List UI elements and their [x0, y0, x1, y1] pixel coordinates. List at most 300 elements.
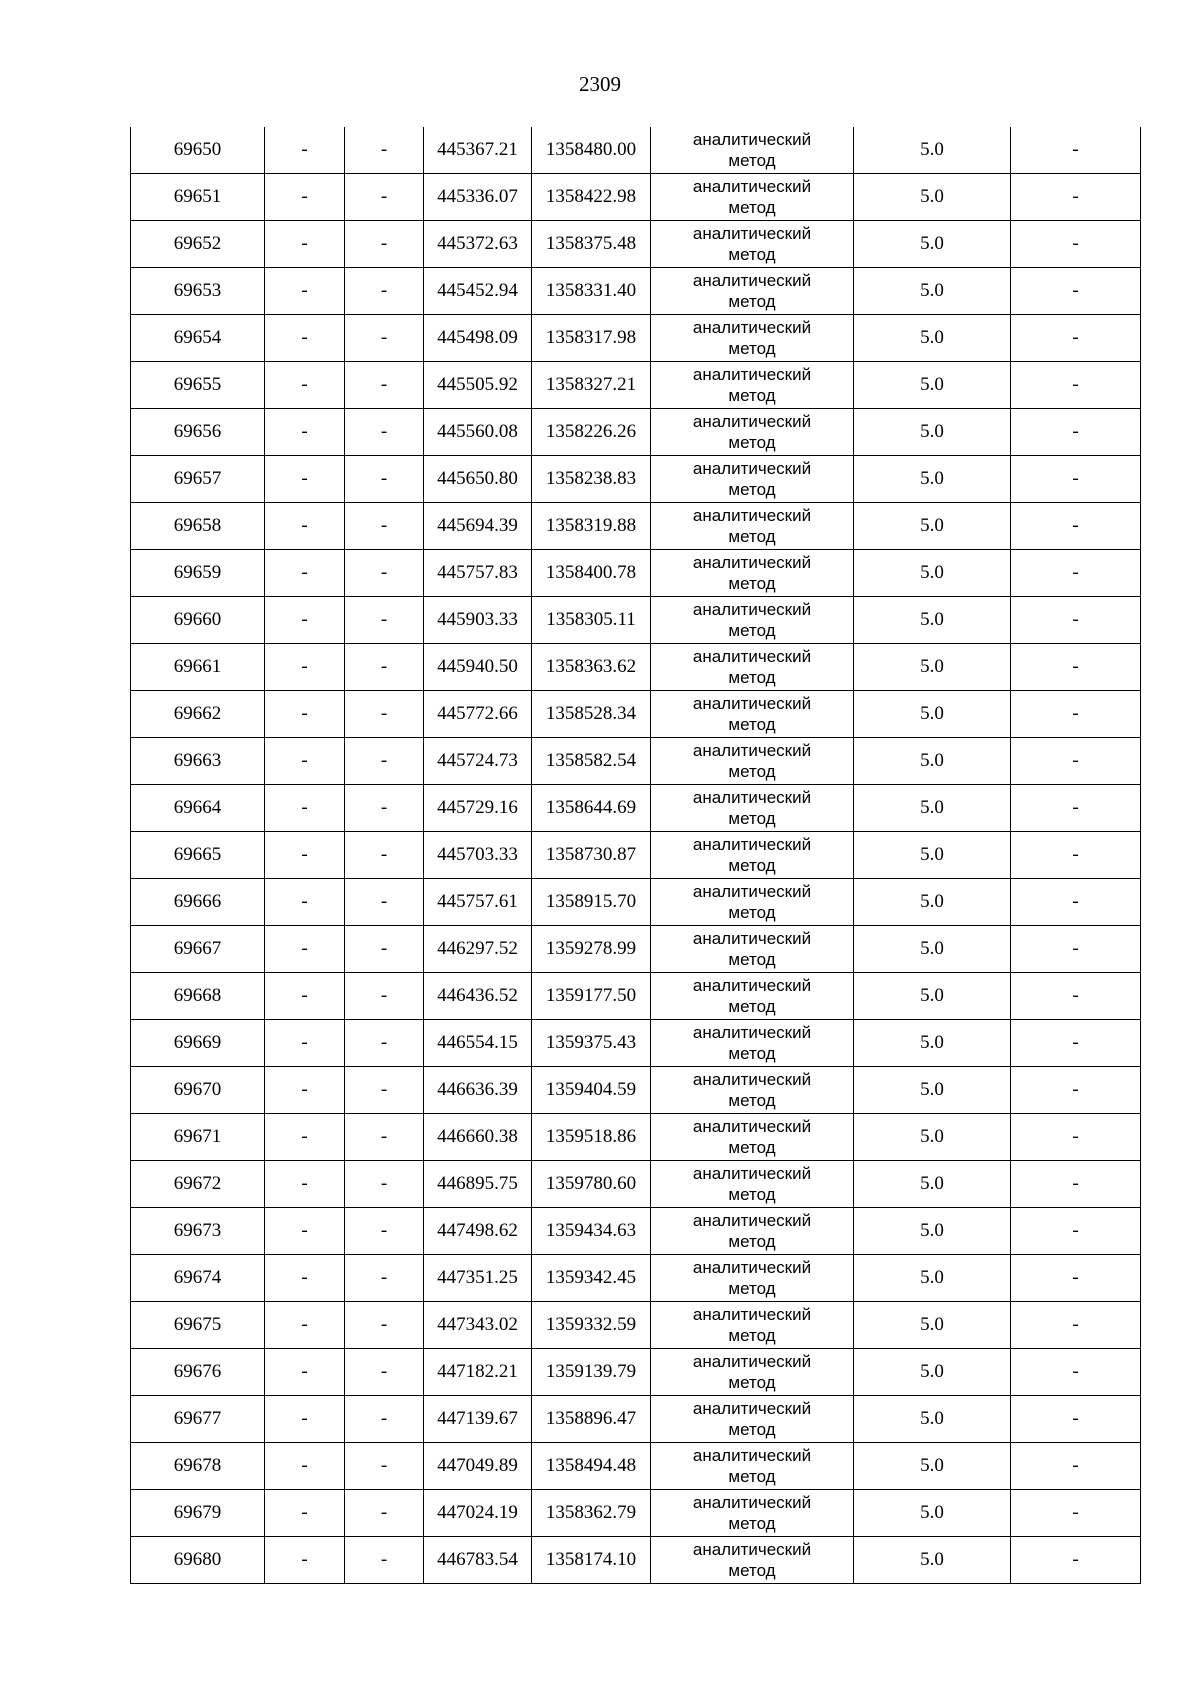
empty-value-cell: -	[265, 1208, 345, 1255]
x-coordinate-cell: 445560.08	[424, 409, 532, 456]
method-line-1: аналитический	[692, 1305, 812, 1324]
method-cell	[651, 268, 854, 315]
method-line-2: метод	[728, 574, 776, 593]
empty-value-cell: -	[265, 362, 345, 409]
method-line-2: метод	[728, 997, 776, 1016]
method-line-1: аналитический	[692, 459, 812, 478]
empty-value-cell: -	[345, 738, 424, 785]
empty-value-cell: -	[1011, 1443, 1141, 1490]
accuracy-cell: 5.0	[854, 879, 1011, 926]
accuracy-cell: 5.0	[854, 644, 1011, 691]
method-line-1: аналитический	[692, 929, 812, 948]
y-coordinate-cell: 1358494.48	[532, 1443, 651, 1490]
x-coordinate-cell: 446554.15	[424, 1020, 532, 1067]
table-row	[131, 691, 1141, 738]
empty-value-cell: -	[1011, 1161, 1141, 1208]
point-number-cell: 69664	[131, 785, 265, 832]
table-row	[131, 362, 1141, 409]
method-cell	[651, 1114, 854, 1161]
y-coordinate-cell: 1359177.50	[532, 973, 651, 1020]
method-line-2: метод	[728, 1514, 776, 1533]
point-number-cell: 69657	[131, 456, 265, 503]
y-coordinate-cell: 1359780.60	[532, 1161, 651, 1208]
y-coordinate-cell: 1358226.26	[532, 409, 651, 456]
method-line-2: метод	[728, 950, 776, 969]
accuracy-cell: 5.0	[854, 550, 1011, 597]
method-line-1: аналитический	[692, 1446, 812, 1465]
method-line-2: метод	[728, 1279, 776, 1298]
accuracy-cell: 5.0	[854, 1443, 1011, 1490]
empty-value-cell: -	[265, 879, 345, 926]
method-line-2: метод	[728, 1326, 776, 1345]
x-coordinate-cell: 445724.73	[424, 738, 532, 785]
table-row	[131, 597, 1141, 644]
method-line-1: аналитический	[692, 1117, 812, 1136]
table-row	[131, 127, 1141, 174]
empty-value-cell: -	[265, 1537, 345, 1584]
accuracy-cell: 5.0	[854, 1114, 1011, 1161]
empty-value-cell: -	[265, 926, 345, 973]
accuracy-cell: 5.0	[854, 1255, 1011, 1302]
accuracy-cell: 5.0	[854, 456, 1011, 503]
point-number-cell: 69660	[131, 597, 265, 644]
table-row	[131, 409, 1141, 456]
method-line-1: аналитический	[692, 882, 812, 901]
x-coordinate-cell: 445650.80	[424, 456, 532, 503]
empty-value-cell: -	[345, 550, 424, 597]
accuracy-cell: 5.0	[854, 926, 1011, 973]
y-coordinate-cell: 1358528.34	[532, 691, 651, 738]
method-line-2: метод	[728, 856, 776, 875]
empty-value-cell: -	[1011, 1020, 1141, 1067]
method-line-2: метод	[728, 1091, 776, 1110]
method-line-1: аналитический	[692, 788, 812, 807]
method-cell	[651, 973, 854, 1020]
method-line-1: аналитический	[692, 1493, 812, 1512]
empty-value-cell: -	[1011, 503, 1141, 550]
empty-value-cell: -	[265, 1114, 345, 1161]
empty-value-cell: -	[265, 315, 345, 362]
empty-value-cell: -	[1011, 973, 1141, 1020]
table-row	[131, 550, 1141, 597]
method-cell	[651, 362, 854, 409]
empty-value-cell: -	[345, 785, 424, 832]
empty-value-cell: -	[345, 409, 424, 456]
point-number-cell: 69667	[131, 926, 265, 973]
y-coordinate-cell: 1358644.69	[532, 785, 651, 832]
y-coordinate-cell: 1359434.63	[532, 1208, 651, 1255]
point-number-cell: 69665	[131, 832, 265, 879]
method-cell	[651, 1537, 854, 1584]
method-line-2: метод	[728, 1561, 776, 1580]
empty-value-cell: -	[345, 1255, 424, 1302]
accuracy-cell: 5.0	[854, 1208, 1011, 1255]
empty-value-cell: -	[1011, 127, 1141, 174]
y-coordinate-cell: 1358305.11	[532, 597, 651, 644]
empty-value-cell: -	[1011, 1302, 1141, 1349]
empty-value-cell: -	[265, 832, 345, 879]
empty-value-cell: -	[1011, 1396, 1141, 1443]
x-coordinate-cell: 445903.33	[424, 597, 532, 644]
y-coordinate-cell: 1358362.79	[532, 1490, 651, 1537]
empty-value-cell: -	[345, 221, 424, 268]
y-coordinate-cell: 1358317.98	[532, 315, 651, 362]
method-cell	[651, 503, 854, 550]
y-coordinate-cell: 1359342.45	[532, 1255, 651, 1302]
method-line-1: аналитический	[692, 1164, 812, 1183]
empty-value-cell: -	[345, 174, 424, 221]
x-coordinate-cell: 445772.66	[424, 691, 532, 738]
method-line-1: аналитический	[692, 694, 812, 713]
table-row	[131, 268, 1141, 315]
empty-value-cell: -	[1011, 691, 1141, 738]
x-coordinate-cell: 445940.50	[424, 644, 532, 691]
method-line-2: метод	[728, 668, 776, 687]
empty-value-cell: -	[345, 1114, 424, 1161]
empty-value-cell: -	[265, 1067, 345, 1114]
accuracy-cell: 5.0	[854, 174, 1011, 221]
method-cell	[651, 597, 854, 644]
accuracy-cell: 5.0	[854, 1537, 1011, 1584]
point-number-cell: 69673	[131, 1208, 265, 1255]
empty-value-cell: -	[345, 597, 424, 644]
x-coordinate-cell: 446436.52	[424, 973, 532, 1020]
table-row	[131, 1490, 1141, 1537]
x-coordinate-cell: 446297.52	[424, 926, 532, 973]
accuracy-cell: 5.0	[854, 597, 1011, 644]
y-coordinate-cell: 1358238.83	[532, 456, 651, 503]
x-coordinate-cell: 445372.63	[424, 221, 532, 268]
method-line-2: метод	[728, 715, 776, 734]
empty-value-cell: -	[345, 879, 424, 926]
method-line-1: аналитический	[692, 1352, 812, 1371]
empty-value-cell: -	[1011, 1255, 1141, 1302]
empty-value-cell: -	[265, 785, 345, 832]
y-coordinate-cell: 1358331.40	[532, 268, 651, 315]
x-coordinate-cell: 446660.38	[424, 1114, 532, 1161]
empty-value-cell: -	[1011, 1349, 1141, 1396]
method-line-2: метод	[728, 1373, 776, 1392]
empty-value-cell: -	[1011, 832, 1141, 879]
x-coordinate-cell: 445757.61	[424, 879, 532, 926]
method-cell	[651, 550, 854, 597]
y-coordinate-cell: 1359332.59	[532, 1302, 651, 1349]
point-number-cell: 69666	[131, 879, 265, 926]
empty-value-cell: -	[1011, 644, 1141, 691]
x-coordinate-cell: 445694.39	[424, 503, 532, 550]
table-row	[131, 174, 1141, 221]
point-number-cell: 69677	[131, 1396, 265, 1443]
empty-value-cell: -	[1011, 1208, 1141, 1255]
x-coordinate-cell: 446895.75	[424, 1161, 532, 1208]
y-coordinate-cell: 1358422.98	[532, 174, 651, 221]
method-line-1: аналитический	[692, 130, 812, 149]
point-number-cell: 69650	[131, 127, 265, 174]
point-number-cell: 69662	[131, 691, 265, 738]
empty-value-cell: -	[1011, 879, 1141, 926]
point-number-cell: 69669	[131, 1020, 265, 1067]
table-row	[131, 456, 1141, 503]
x-coordinate-cell: 447351.25	[424, 1255, 532, 1302]
point-number-cell: 69676	[131, 1349, 265, 1396]
method-line-1: аналитический	[692, 1070, 812, 1089]
point-number-cell: 69661	[131, 644, 265, 691]
empty-value-cell: -	[265, 1396, 345, 1443]
empty-value-cell: -	[345, 1020, 424, 1067]
accuracy-cell: 5.0	[854, 1349, 1011, 1396]
method-line-2: метод	[728, 1044, 776, 1063]
table-row	[131, 1114, 1141, 1161]
point-number-cell: 69671	[131, 1114, 265, 1161]
method-line-1: аналитический	[692, 318, 812, 337]
method-cell	[651, 879, 854, 926]
method-cell	[651, 832, 854, 879]
table-row	[131, 926, 1141, 973]
table-row	[131, 973, 1141, 1020]
accuracy-cell: 5.0	[854, 691, 1011, 738]
method-cell	[651, 127, 854, 174]
y-coordinate-cell: 1359375.43	[532, 1020, 651, 1067]
point-number-cell: 69674	[131, 1255, 265, 1302]
table-row	[131, 738, 1141, 785]
empty-value-cell: -	[265, 597, 345, 644]
accuracy-cell: 5.0	[854, 1302, 1011, 1349]
empty-value-cell: -	[345, 1161, 424, 1208]
accuracy-cell: 5.0	[854, 221, 1011, 268]
empty-value-cell: -	[265, 127, 345, 174]
y-coordinate-cell: 1359139.79	[532, 1349, 651, 1396]
method-cell	[651, 691, 854, 738]
empty-value-cell: -	[345, 1067, 424, 1114]
x-coordinate-cell: 447139.67	[424, 1396, 532, 1443]
x-coordinate-cell: 445336.07	[424, 174, 532, 221]
y-coordinate-cell: 1358400.78	[532, 550, 651, 597]
empty-value-cell: -	[1011, 597, 1141, 644]
method-line-1: аналитический	[692, 600, 812, 619]
method-line-2: метод	[728, 1467, 776, 1486]
empty-value-cell: -	[265, 1490, 345, 1537]
table-row	[131, 785, 1141, 832]
empty-value-cell: -	[265, 973, 345, 1020]
point-number-cell: 69651	[131, 174, 265, 221]
empty-value-cell: -	[345, 973, 424, 1020]
accuracy-cell: 5.0	[854, 1067, 1011, 1114]
empty-value-cell: -	[345, 926, 424, 973]
empty-value-cell: -	[265, 1020, 345, 1067]
empty-value-cell: -	[265, 691, 345, 738]
empty-value-cell: -	[345, 268, 424, 315]
point-number-cell: 69678	[131, 1443, 265, 1490]
method-line-2: метод	[728, 198, 776, 217]
method-line-2: метод	[728, 809, 776, 828]
x-coordinate-cell: 445367.21	[424, 127, 532, 174]
method-cell	[651, 1396, 854, 1443]
method-line-1: аналитический	[692, 271, 812, 290]
method-line-1: аналитический	[692, 835, 812, 854]
table-row	[131, 1255, 1141, 1302]
empty-value-cell: -	[1011, 268, 1141, 315]
x-coordinate-cell: 447343.02	[424, 1302, 532, 1349]
table-row	[131, 1020, 1141, 1067]
empty-value-cell: -	[265, 1302, 345, 1349]
method-line-1: аналитический	[692, 1258, 812, 1277]
empty-value-cell: -	[265, 1349, 345, 1396]
empty-value-cell: -	[345, 503, 424, 550]
accuracy-cell: 5.0	[854, 1396, 1011, 1443]
method-line-2: метод	[728, 903, 776, 922]
empty-value-cell: -	[1011, 550, 1141, 597]
method-cell	[651, 221, 854, 268]
empty-value-cell: -	[1011, 315, 1141, 362]
empty-value-cell: -	[345, 1396, 424, 1443]
empty-value-cell: -	[1011, 174, 1141, 221]
method-line-1: аналитический	[692, 741, 812, 760]
table-row	[131, 1443, 1141, 1490]
y-coordinate-cell: 1358896.47	[532, 1396, 651, 1443]
table-row	[131, 832, 1141, 879]
method-line-2: метод	[728, 1420, 776, 1439]
empty-value-cell: -	[1011, 1537, 1141, 1584]
point-number-cell: 69672	[131, 1161, 265, 1208]
y-coordinate-cell: 1359518.86	[532, 1114, 651, 1161]
method-cell	[651, 1255, 854, 1302]
point-number-cell: 69670	[131, 1067, 265, 1114]
method-cell	[651, 1161, 854, 1208]
method-cell	[651, 1349, 854, 1396]
y-coordinate-cell: 1358730.87	[532, 832, 651, 879]
method-line-2: метод	[728, 1185, 776, 1204]
method-cell	[651, 738, 854, 785]
empty-value-cell: -	[265, 174, 345, 221]
empty-value-cell: -	[265, 409, 345, 456]
accuracy-cell: 5.0	[854, 1490, 1011, 1537]
point-number-cell: 69675	[131, 1302, 265, 1349]
method-cell	[651, 456, 854, 503]
accuracy-cell: 5.0	[854, 127, 1011, 174]
method-line-1: аналитический	[692, 1023, 812, 1042]
y-coordinate-cell: 1358480.00	[532, 127, 651, 174]
method-line-2: метод	[728, 762, 776, 781]
accuracy-cell: 5.0	[854, 785, 1011, 832]
empty-value-cell: -	[345, 1302, 424, 1349]
x-coordinate-cell: 447024.19	[424, 1490, 532, 1537]
method-line-1: аналитический	[692, 177, 812, 196]
y-coordinate-cell: 1359278.99	[532, 926, 651, 973]
accuracy-cell: 5.0	[854, 832, 1011, 879]
empty-value-cell: -	[345, 691, 424, 738]
x-coordinate-cell: 447182.21	[424, 1349, 532, 1396]
method-cell	[651, 644, 854, 691]
accuracy-cell: 5.0	[854, 1161, 1011, 1208]
point-number-cell: 69679	[131, 1490, 265, 1537]
method-cell	[651, 1208, 854, 1255]
empty-value-cell: -	[345, 456, 424, 503]
empty-value-cell: -	[1011, 1490, 1141, 1537]
table-row	[131, 1161, 1141, 1208]
empty-value-cell: -	[1011, 738, 1141, 785]
method-line-2: метод	[728, 621, 776, 640]
empty-value-cell: -	[265, 221, 345, 268]
empty-value-cell: -	[345, 315, 424, 362]
point-number-cell: 69668	[131, 973, 265, 1020]
empty-value-cell: -	[1011, 362, 1141, 409]
x-coordinate-cell: 447498.62	[424, 1208, 532, 1255]
table-row	[131, 315, 1141, 362]
empty-value-cell: -	[265, 503, 345, 550]
method-line-2: метод	[728, 339, 776, 358]
method-line-1: аналитический	[692, 1399, 812, 1418]
table-row	[131, 1349, 1141, 1396]
method-line-1: аналитический	[692, 976, 812, 995]
table-row	[131, 1067, 1141, 1114]
x-coordinate-cell: 445703.33	[424, 832, 532, 879]
empty-value-cell: -	[265, 550, 345, 597]
method-line-2: метод	[728, 1138, 776, 1157]
x-coordinate-cell: 445729.16	[424, 785, 532, 832]
point-number-cell: 69663	[131, 738, 265, 785]
y-coordinate-cell: 1358319.88	[532, 503, 651, 550]
empty-value-cell: -	[265, 644, 345, 691]
method-line-1: аналитический	[692, 365, 812, 384]
table-row	[131, 1396, 1141, 1443]
method-line-2: метод	[728, 433, 776, 452]
method-line-2: метод	[728, 245, 776, 264]
method-cell	[651, 785, 854, 832]
empty-value-cell: -	[265, 1443, 345, 1490]
x-coordinate-cell: 447049.89	[424, 1443, 532, 1490]
method-cell	[651, 926, 854, 973]
y-coordinate-cell: 1359404.59	[532, 1067, 651, 1114]
empty-value-cell: -	[265, 1255, 345, 1302]
method-line-1: аналитический	[692, 1211, 812, 1230]
page-number: 2309	[579, 72, 621, 96]
x-coordinate-cell: 446636.39	[424, 1067, 532, 1114]
point-number-cell: 69680	[131, 1537, 265, 1584]
point-number-cell: 69655	[131, 362, 265, 409]
point-number-cell: 69652	[131, 221, 265, 268]
empty-value-cell: -	[1011, 409, 1141, 456]
empty-value-cell: -	[345, 1349, 424, 1396]
empty-value-cell: -	[1011, 926, 1141, 973]
x-coordinate-cell: 445452.94	[424, 268, 532, 315]
method-cell	[651, 174, 854, 221]
table-row	[131, 1302, 1141, 1349]
table-row	[131, 644, 1141, 691]
method-line-1: аналитический	[692, 647, 812, 666]
method-line-2: метод	[728, 386, 776, 405]
empty-value-cell: -	[345, 1537, 424, 1584]
coordinates-table	[130, 127, 1141, 1584]
method-line-2: метод	[728, 527, 776, 546]
empty-value-cell: -	[345, 644, 424, 691]
empty-value-cell: -	[1011, 456, 1141, 503]
table-row	[131, 1208, 1141, 1255]
empty-value-cell: -	[1011, 785, 1141, 832]
method-cell	[651, 1067, 854, 1114]
y-coordinate-cell: 1358915.70	[532, 879, 651, 926]
x-coordinate-cell: 445757.83	[424, 550, 532, 597]
x-coordinate-cell: 445505.92	[424, 362, 532, 409]
empty-value-cell: -	[265, 1161, 345, 1208]
y-coordinate-cell: 1358582.54	[532, 738, 651, 785]
point-number-cell: 69658	[131, 503, 265, 550]
method-line-2: метод	[728, 1232, 776, 1251]
coordinates-table-body	[131, 127, 1141, 1584]
table-row	[131, 503, 1141, 550]
table-row	[131, 1537, 1141, 1584]
empty-value-cell: -	[345, 362, 424, 409]
x-coordinate-cell: 446783.54	[424, 1537, 532, 1584]
